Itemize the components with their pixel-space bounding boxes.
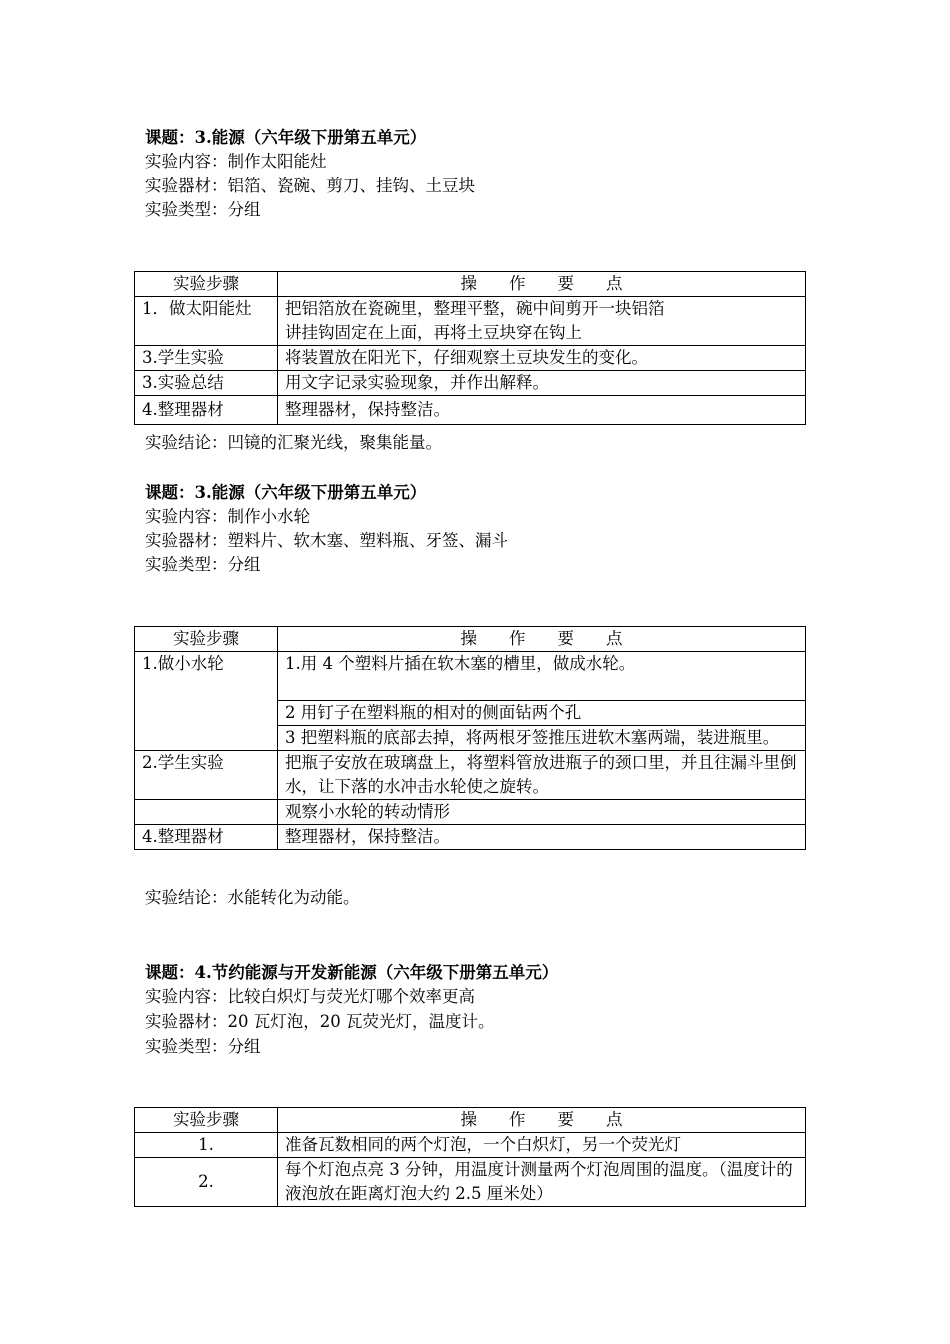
operation-cell: 将装置放在阳光下，仔细观察土豆块发生的变化。 — [278, 346, 806, 371]
table-row — [135, 751, 806, 800]
table-row — [135, 1158, 806, 1207]
step-cell: 2. — [135, 1158, 278, 1207]
experiment-conclusion: 实验结论：凹镜的汇聚光线，聚集能量。 — [145, 433, 442, 452]
experiment-content: 实验内容：制作小水轮 — [145, 507, 310, 526]
table-header-row — [135, 272, 806, 297]
col-header-operations: 操 作 要 点 — [278, 1108, 806, 1133]
experiment-materials: 实验器材：20 瓦灯泡，20 瓦荧光灯，温度计。 — [145, 1012, 495, 1031]
table-row — [135, 371, 806, 396]
step-cell: 3.学生实验 — [135, 346, 278, 371]
step-cell: 1．做太阳能灶 — [135, 297, 278, 346]
operation-cell: 把瓶子安放在玻璃盘上，将塑料管放进瓶子的颈口里，并且往漏斗里倒水，让下落的水冲击水轮使之旋转。 — [278, 751, 806, 800]
table-row — [135, 825, 806, 850]
operation-cell: 整理器材，保持整洁。 — [278, 825, 806, 850]
topic-title: 课题：3.能源（六年级下册第五单元） — [145, 128, 427, 147]
operation-cell: 2 用钉子在塑料瓶的相对的侧面钻两个孔 — [278, 701, 806, 726]
operation-cell: 1.用 4 个塑料片插在软木塞的槽里，做成水轮。 — [278, 652, 806, 701]
experiment-type: 实验类型：分组 — [145, 200, 261, 219]
table-row — [135, 800, 806, 825]
step-cell: 4.整理器材 — [135, 396, 278, 425]
experiment-type: 实验类型：分组 — [145, 555, 261, 574]
experiment-conclusion: 实验结论：水能转化为动能。 — [145, 888, 360, 907]
table-row — [135, 297, 806, 346]
table-header-row — [135, 627, 806, 652]
step-cell: 1.做小水轮 — [135, 652, 278, 751]
step-cell: 3.实验总结 — [135, 371, 278, 396]
table-row — [135, 346, 806, 371]
table-row — [135, 652, 806, 701]
operation-cell: 用文字记录实验现象，并作出解释。 — [278, 371, 806, 396]
col-header-steps: 实验步骤 — [135, 272, 278, 297]
experiment-materials: 实验器材：塑料片、软木塞、塑料瓶、牙签、漏斗 — [145, 531, 508, 550]
table-header-row — [135, 1108, 806, 1133]
step-cell: 1. — [135, 1133, 278, 1158]
steps-table — [134, 271, 806, 425]
table-row — [135, 396, 806, 425]
operation-cell: 观察小水轮的转动情形 — [278, 800, 806, 825]
step-cell: 4.整理器材 — [135, 825, 278, 850]
col-header-operations: 操 作 要 点 — [278, 627, 806, 652]
operation-cell: 准备瓦数相同的两个灯泡，一个白炽灯，另一个荧光灯 — [278, 1133, 806, 1158]
experiment-content: 实验内容：制作太阳能灶 — [145, 152, 327, 171]
topic-title: 课题：4.节约能源与开发新能源（六年级下册第五单元） — [145, 963, 559, 982]
col-header-operations: 操 作 要 点 — [278, 272, 806, 297]
table-row — [135, 1133, 806, 1158]
operation-cell: 整理器材，保持整洁。 — [278, 396, 806, 425]
operation-cell: 把铝箔放在瓷碗里，整理平整，碗中间剪开一块铝箔 讲挂钩固定在上面，再将土豆块穿在钩上 — [278, 297, 806, 346]
operation-cell: 3 把塑料瓶的底部去掉，将两根牙签推压进软木塞两端，装进瓶里。 — [278, 726, 806, 751]
experiment-type: 实验类型：分组 — [145, 1037, 261, 1056]
step-cell-empty — [135, 800, 278, 825]
col-header-steps: 实验步骤 — [135, 627, 278, 652]
steps-table — [134, 626, 806, 850]
step-cell: 2.学生实验 — [135, 751, 278, 800]
experiment-materials: 实验器材：铝箔、瓷碗、剪刀、挂钩、土豆块 — [145, 176, 475, 195]
experiment-content: 实验内容：比较白炽灯与荧光灯哪个效率更高 — [145, 987, 475, 1006]
col-header-steps: 实验步骤 — [135, 1108, 278, 1133]
steps-table — [134, 1107, 806, 1207]
operation-cell: 每个灯泡点亮 3 分钟，用温度计测量两个灯泡周围的温度。（温度计的液泡放在距离灯泡大约 2.5 厘米处） — [278, 1158, 806, 1207]
topic-title: 课题：3.能源（六年级下册第五单元） — [145, 483, 427, 502]
